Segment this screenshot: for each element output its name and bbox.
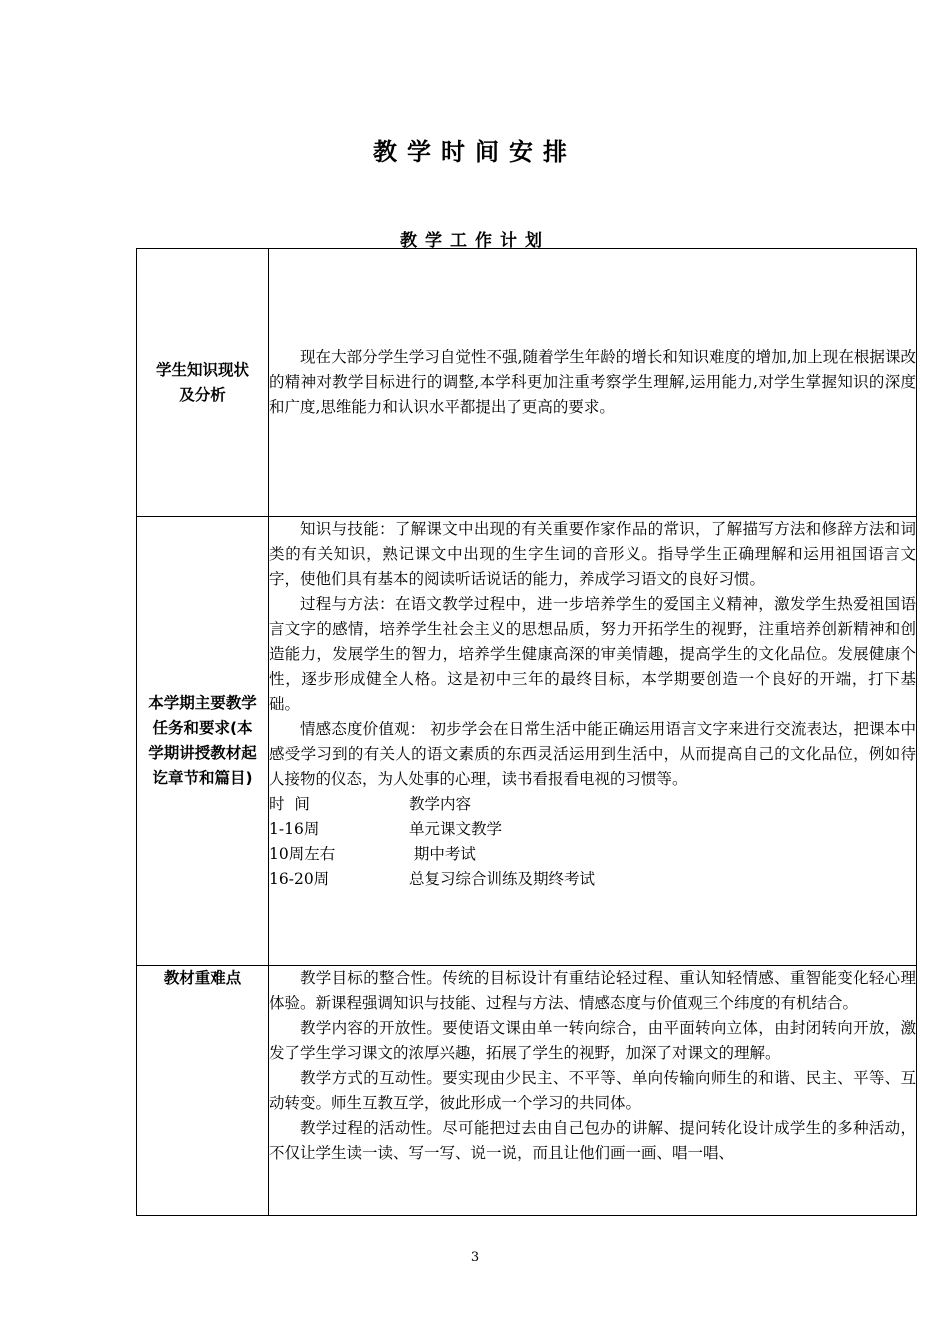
row-label-teaching-tasks: 本学期主要教学任务和要求(本学期讲授教材起讫章节和篇目) bbox=[137, 517, 269, 966]
row-label-key-difficulties: 教材重难点 bbox=[137, 966, 269, 1216]
teaching-plan-table bbox=[136, 248, 917, 1216]
schedule-content: 总复习综合训练及期终考试 bbox=[409, 870, 596, 888]
row-content-key-difficulties bbox=[269, 966, 917, 1216]
paragraph: 过程与方法：在语文教学过程中，进一步培养学生的爱国主义精神，激发学生热爱祖国语言文字的感情，培养学生社会主义的思想品质，努力开拓学生的视野，注重培养创新精神和创造能力，发展学生的智力，培养学生健康高深的审美情趣，提高学生的文化品位。发展健康个性，逐步形成健全人格。这是初中三年的最终目标，本学期要创造一个良好的开端，打下基础。 bbox=[269, 595, 916, 713]
schedule-content: 期中考试 bbox=[409, 845, 476, 863]
paragraph: 现在大部分学生学习自觉性不强,随着学生年龄的增长和知识难度的增加,加上现在根据课改的精神对教学目标进行的调整,本学科更加注重考察学生理解,运用能力,对学生掌握知识的深度和广度,思维能力和认识水平都提出了更高的要求。 bbox=[269, 348, 916, 416]
table-row bbox=[137, 249, 917, 517]
schedule-time: 16-20周 bbox=[269, 870, 330, 888]
schedule-row bbox=[269, 867, 916, 892]
paragraph: 教学过程的活动性。尽可能把过去由自己包办的讲解、提问转化设计成学生的多种活动，不仅让学生读一读、写一写、说一说，而且让他们画一画、唱一唱、 bbox=[269, 1119, 916, 1162]
table-row bbox=[137, 517, 917, 966]
schedule-row bbox=[269, 842, 916, 867]
table-title: 教学工作计划 bbox=[400, 231, 550, 251]
paragraph: 教学内容的开放性。要使语文课由单一转向综合，由平面转向立体，由封闭转向开放，激发了学生学习课文的浓厚兴趣，拓展了学生的视野，加深了对课文的理解。 bbox=[269, 1019, 916, 1062]
table-row bbox=[137, 966, 917, 1216]
page-title: 教学时间安排 bbox=[373, 138, 577, 166]
paragraph: 教学目标的整合性。传统的目标设计有重结论轻过程、重认知轻情感、重智能变化轻心理体验。新课程强调知识与技能、过程与方法、情感态度与价值观三个纬度的有机结合。 bbox=[269, 969, 916, 1012]
row-content-teaching-tasks bbox=[269, 517, 917, 966]
schedule-header-content: 教学内容 bbox=[409, 795, 472, 813]
row-content-student-analysis bbox=[269, 249, 917, 517]
page-number: 3 bbox=[470, 1250, 480, 1265]
schedule-row bbox=[269, 817, 916, 842]
row-label-student-analysis: 学生知识现状及分析 bbox=[137, 249, 269, 517]
paragraph: 知识与技能：了解课文中出现的有关重要作家作品的常识，了解描写方法和修辞方法和词类的有关知识，熟记课文中出现的生字生词的音形义。指导学生正确理解和运用祖国语言文字，使他们具有基本的阅读听话说话的能力，养成学习语文的良好习惯。 bbox=[269, 520, 916, 588]
schedule-header-time: 时 间 bbox=[269, 795, 310, 813]
schedule-header bbox=[269, 792, 916, 817]
schedule-time: 10周左右 bbox=[269, 845, 336, 863]
schedule-content: 单元课文教学 bbox=[409, 820, 503, 838]
paragraph: 教学方式的互动性。要实现由少民主、不平等、单向传输向师生的和谐、民主、平等、互动转变。师生互教互学，彼此形成一个学习的共同体。 bbox=[269, 1069, 916, 1112]
schedule-time: 1-16周 bbox=[269, 820, 320, 838]
paragraph: 情感态度价值观： 初步学会在日常生活中能正确运用语言文字来进行交流表达，把课本中感受学习到的有关人的语文素质的东西灵活运用到生活中，从而提高自己的文化品位，例如待人接物的仪态，为人处事的心理，读书看报看电视的习惯等。 bbox=[269, 720, 916, 788]
